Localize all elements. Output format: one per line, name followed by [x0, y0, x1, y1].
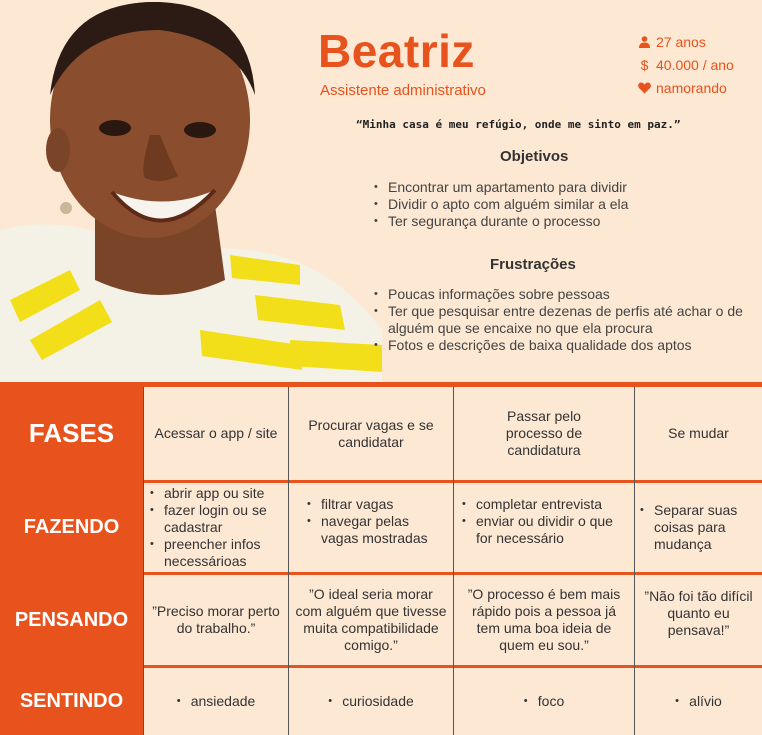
row-header-fases: FASES — [0, 387, 143, 480]
list-item: • alívio — [675, 693, 722, 710]
person-icon — [638, 36, 651, 48]
list-item: • ansiedade — [177, 693, 256, 710]
fazendo-cell — [635, 483, 762, 572]
status-row — [638, 76, 734, 99]
phase-cell: Passar pelo processo de candidatura — [505, 408, 583, 458]
dollar-icon: $ — [640, 56, 649, 73]
persona-name: Beatriz — [318, 25, 475, 77]
status-text: namorando — [656, 79, 727, 96]
income-text: 40.000 / ano — [656, 56, 734, 73]
fazendo-cell — [289, 483, 453, 572]
list-item: • Separar suas coisas para mudança — [640, 502, 756, 553]
frustracoes-title: Frustrações — [490, 256, 576, 273]
list-item: • Ter que pesquisar entre dezenas de perfis até achar o de alguém que se encaixe no que ela procura — [374, 303, 756, 337]
persona-meta — [638, 30, 734, 99]
pensando-cell: ”O ideal seria morar com alguém que tivesse muita compatibilidade comigo.” — [295, 586, 447, 653]
list-item: • enviar ou dividir o que for necessário — [462, 513, 628, 547]
phase-cell: Procurar vagas e se candidatar — [308, 416, 434, 450]
list-item: • Fotos e descrições de baixa qualidade dos aptos — [374, 337, 756, 354]
objetivos-title: Objetivos — [500, 148, 569, 165]
sentindo-cell — [289, 668, 453, 735]
age-row — [638, 30, 734, 53]
heart-icon — [638, 82, 651, 94]
journey-map — [0, 382, 762, 735]
row-header-sentindo: SENTINDO — [0, 668, 143, 735]
list-item: • navegar pelas vagas mostradas — [307, 513, 445, 547]
list-item: • preencher infos necessárioas — [150, 536, 288, 570]
list-item: • curiosidade — [328, 693, 414, 710]
list-item: • fazer login ou se cadastrar — [150, 502, 288, 536]
sentindo-cell — [635, 668, 762, 735]
income-row — [638, 53, 734, 76]
sentindo-cell — [454, 668, 634, 735]
phase-cell: Se mudar — [668, 425, 729, 441]
persona-quote: “Minha casa é meu refúgio, onde me sinto em paz.” — [356, 118, 681, 131]
fazendo-cell — [144, 483, 288, 572]
list-item: • filtrar vagas — [307, 496, 445, 513]
list-item: • Poucas informações sobre pessoas — [374, 286, 756, 303]
row-header-fazendo: FAZENDO — [0, 483, 143, 572]
row-header-pensando: PENSANDO — [0, 575, 143, 665]
pensando-cell: ”Não foi tão difícil quanto eu pensava!” — [644, 587, 753, 638]
list-item: • abrir app ou site — [150, 485, 288, 502]
pensando-cell: ”O processo é bem mais rápido pois a pessoa já tem uma boa ideia de quem eu sou.” — [467, 586, 621, 653]
pensando-cell: ”Preciso morar perto do trabalho.” — [152, 603, 280, 636]
fazendo-cell — [454, 483, 634, 572]
persona-role: Assistente administrativo — [320, 82, 486, 99]
list-item: • Ter segurança durante o processo — [374, 213, 734, 230]
list-item: • foco — [524, 693, 564, 710]
phase-cell: Acessar o app / site — [154, 425, 278, 441]
sentindo-cell — [144, 668, 288, 735]
list-item: • completar entrevista — [462, 496, 628, 513]
list-item: • Encontrar um apartamento para dividir — [374, 179, 734, 196]
objetivos-list — [374, 179, 734, 230]
age-text: 27 anos — [656, 33, 706, 50]
list-item: • Dividir o apto com alguém similar a ela — [374, 196, 734, 213]
frustracoes-list — [374, 286, 756, 354]
